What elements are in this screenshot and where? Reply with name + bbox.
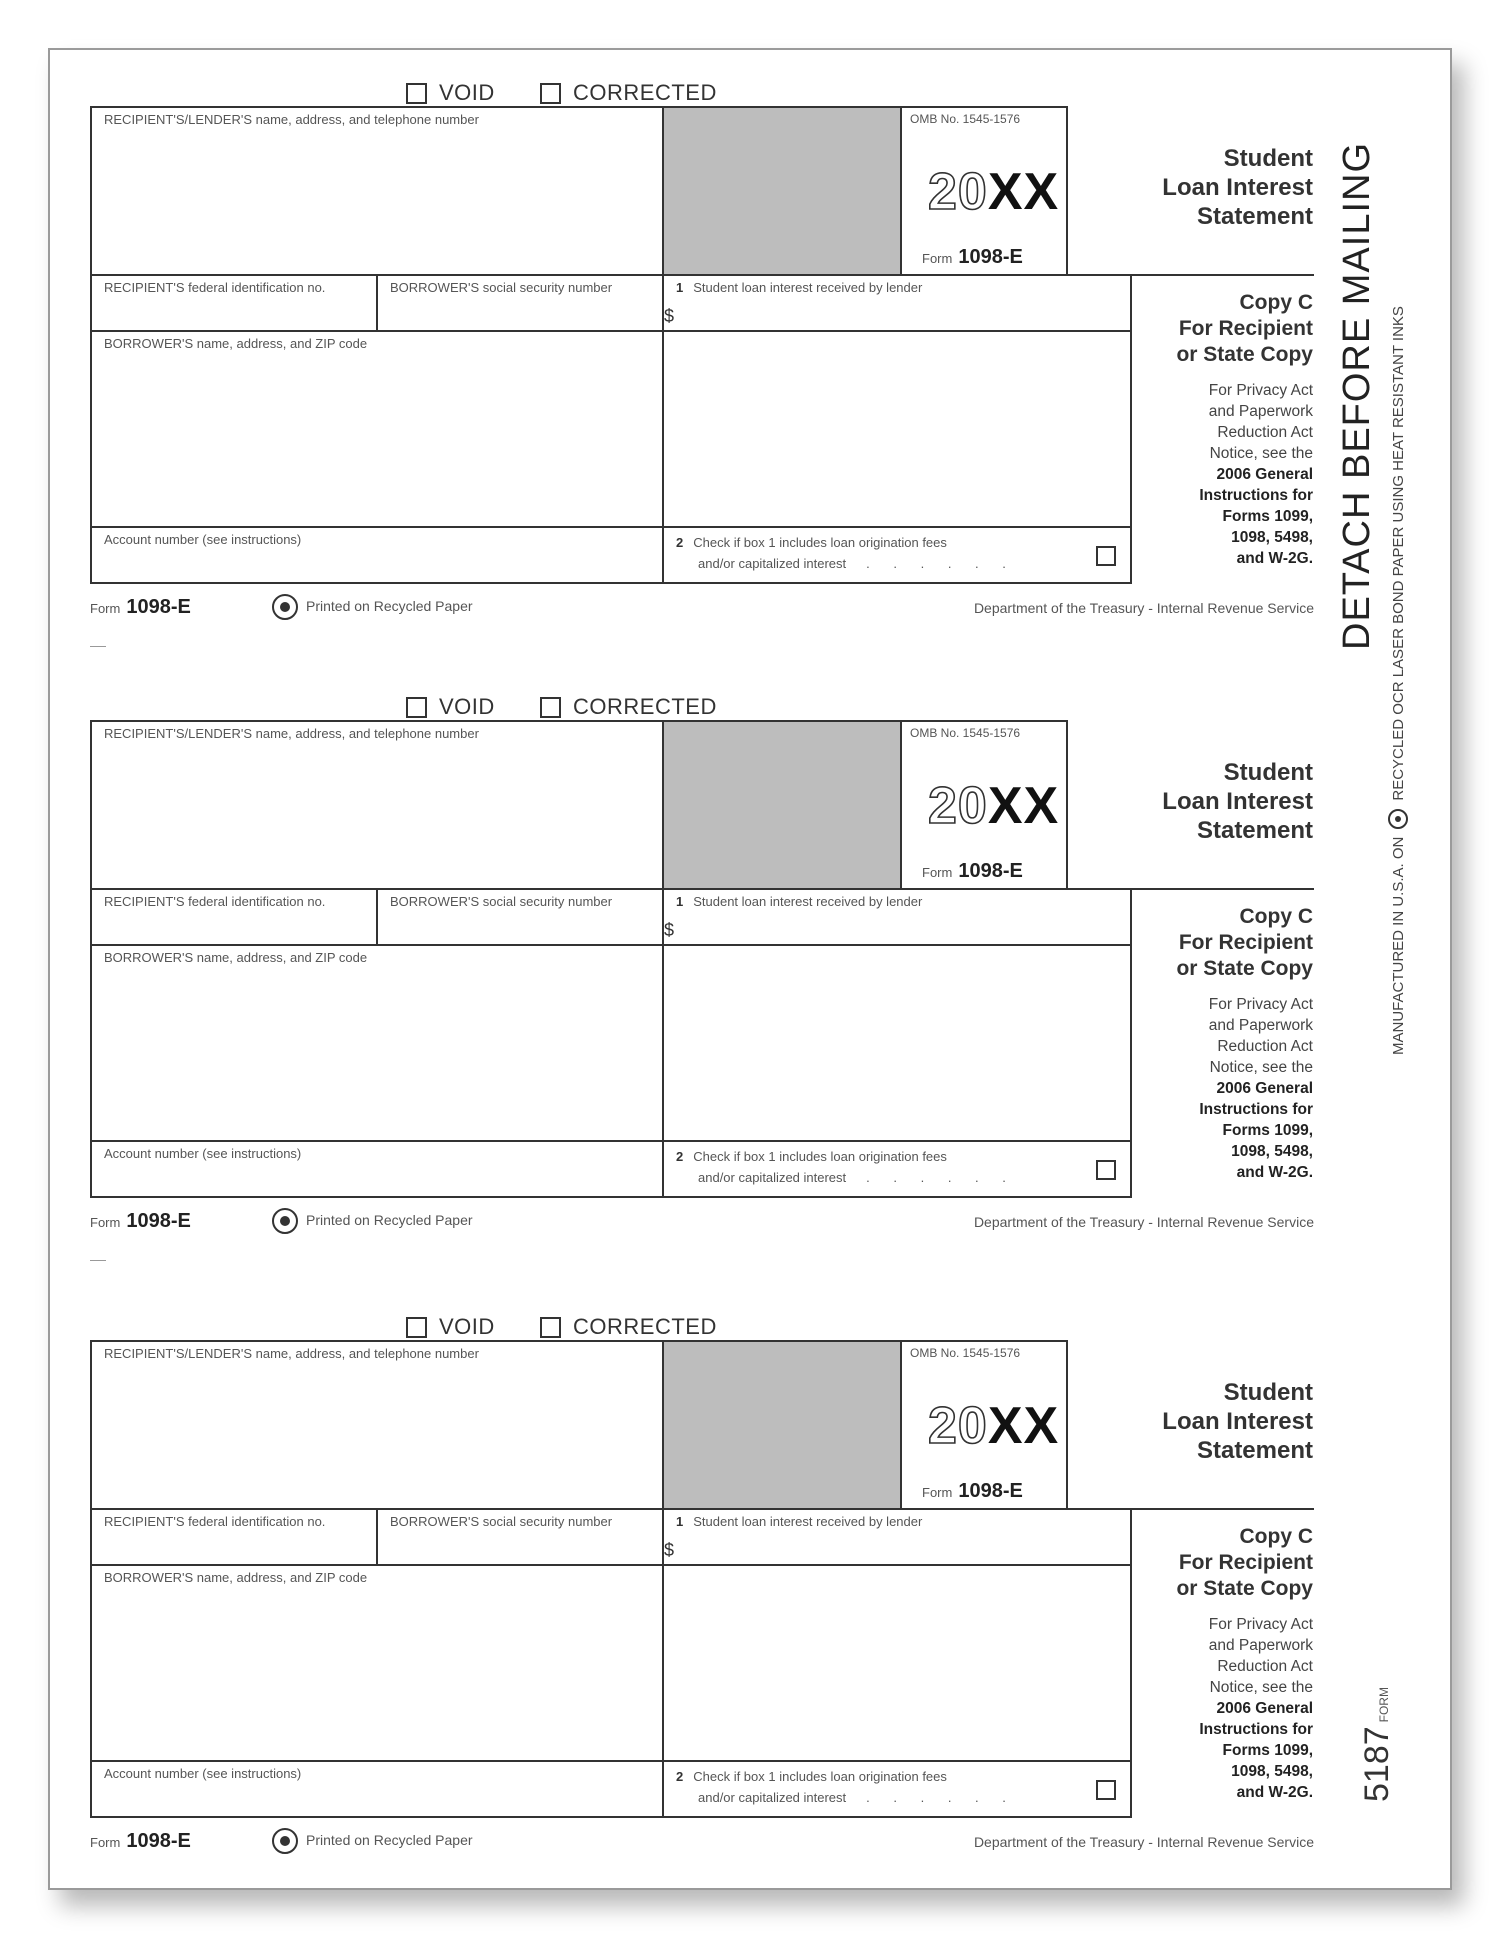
copy-sub-2: or State Copy (1176, 957, 1313, 980)
recipient-fed-id-label: RECIPIENT'S federal identification no. (104, 1514, 326, 1529)
form-word: Form (922, 251, 953, 266)
form-number: 1098-E (958, 246, 1023, 268)
recycle-icon (272, 594, 298, 620)
privacy-line-4: Notice, see the (1209, 1059, 1313, 1076)
copy-sub-1: For Recipient (1178, 1551, 1313, 1574)
form-id-label (922, 246, 1023, 269)
box1-interest-field[interactable] (662, 1508, 1132, 1566)
copy-label (1176, 904, 1313, 982)
title-line-3: Statement (1196, 817, 1313, 844)
privacy-line-4: Notice, see the (1209, 1679, 1313, 1696)
void-checkbox-box[interactable] (406, 697, 427, 718)
privacy-line-1: For Privacy Act (1208, 1616, 1313, 1633)
borrower-ssn-label: BORROWER'S social security number (390, 280, 613, 295)
omb-year-box (900, 106, 1068, 276)
box2-caption (676, 1146, 1016, 1188)
privacy-line-8: 1098, 5498, (1231, 529, 1313, 546)
year-outline: 20 (928, 163, 988, 221)
blank-field (662, 1564, 1132, 1762)
privacy-line-9: and W-2G. (1236, 1784, 1313, 1801)
title-divider (1066, 888, 1314, 890)
recycle-icon (272, 1208, 298, 1234)
void-checkbox[interactable] (406, 1312, 495, 1342)
recipient-fed-id-label: RECIPIENT'S federal identification no. (104, 894, 326, 909)
privacy-line-3: Reduction Act (1217, 1038, 1313, 1055)
box1-caption (676, 1514, 922, 1529)
box2-line1: Check if box 1 includes loan origination fees (693, 535, 947, 550)
account-number-field[interactable] (90, 526, 664, 584)
corrected-checkbox[interactable] (540, 1312, 717, 1342)
recipient-lender-label: RECIPIENT'S/LENDER'S name, address, and telephone number (104, 112, 479, 127)
privacy-line-2: and Paperwork (1208, 1637, 1313, 1654)
privacy-line-5: 2006 General (1216, 1700, 1313, 1717)
borrower-name-field[interactable] (90, 330, 664, 528)
void-checkbox-box[interactable] (406, 83, 427, 104)
corrected-checkbox[interactable] (540, 692, 717, 722)
form-copy-3 (50, 1284, 1450, 1884)
copy-sub-1: For Recipient (1178, 317, 1313, 340)
box1-interest-field[interactable] (662, 888, 1132, 946)
privacy-line-8: 1098, 5498, (1231, 1763, 1313, 1780)
box2-caption (676, 1766, 1016, 1808)
privacy-line-6: Instructions for (1199, 487, 1313, 504)
borrower-name-field[interactable] (90, 1564, 664, 1762)
box2-checkbox-field (662, 1140, 1132, 1198)
title-line-3: Statement (1196, 203, 1313, 230)
form-number: 1098-E (958, 1480, 1023, 1502)
borrower-name-field[interactable] (90, 944, 664, 1142)
form-copy-1 (50, 50, 1450, 650)
recipient-lender-field[interactable] (90, 1340, 664, 1510)
account-number-label: Account number (see instructions) (104, 1766, 302, 1781)
footer-form-label (90, 1830, 191, 1853)
footer-form-word: Form (90, 1215, 121, 1230)
footer-form-number: 1098-E (126, 1830, 191, 1852)
shaded-area (662, 1340, 902, 1510)
account-number-label: Account number (see instructions) (104, 1146, 302, 1161)
box2-dots: . . . . . . (866, 1790, 1016, 1805)
borrower-name-label: BORROWER'S name, address, and ZIP code (104, 1570, 368, 1585)
corrected-label: CORRECTED (573, 1314, 717, 1339)
box2-caption (676, 532, 1016, 574)
privacy-line-9: and W-2G. (1236, 550, 1313, 567)
year-bold: XX (987, 1397, 1060, 1455)
privacy-notice (1199, 994, 1313, 1183)
omb-year-box (900, 1340, 1068, 1510)
copy-label (1176, 1524, 1313, 1602)
privacy-line-3: Reduction Act (1217, 424, 1313, 441)
borrower-ssn-field[interactable] (376, 274, 664, 332)
form-footer (90, 1828, 1314, 1858)
title-line-3: Statement (1196, 1437, 1313, 1464)
title-line-2: Loan Interest (1162, 1408, 1313, 1435)
recycle-icon (272, 1828, 298, 1854)
perforation-mark (90, 1260, 106, 1261)
privacy-line-5: 2006 General (1216, 1080, 1313, 1097)
form-footer (90, 1208, 1314, 1238)
recipient-fed-id-field[interactable] (90, 888, 378, 946)
box1-label: Student loan interest received by lender (693, 1514, 923, 1529)
perforation-mark (90, 646, 106, 647)
box2-dots: . . . . . . (866, 556, 1016, 571)
void-label: VOID (439, 694, 495, 719)
recycled-paper-note: RECYCLED OCR LASER BOND PAPER USING HEAT RESISTANT INKS (1389, 306, 1407, 801)
recipient-lender-field[interactable] (90, 106, 664, 276)
dollar-sign: $ (664, 306, 675, 326)
box2-line2: and/or capitalized interest (698, 1170, 847, 1185)
blank-field (662, 944, 1132, 1142)
statement-title (1162, 144, 1313, 231)
form-word: Form (922, 1485, 953, 1500)
privacy-notice (1199, 380, 1313, 569)
box2-checkbox-field (662, 526, 1132, 584)
copy-c: Copy C (1239, 291, 1313, 314)
box1-label: Student loan interest received by lender (693, 280, 923, 295)
year-outline: 20 (928, 1397, 988, 1455)
box1-number: 1 (676, 1514, 684, 1529)
box2-checkbox-field (662, 1760, 1132, 1818)
box2-checkbox[interactable] (1096, 1780, 1116, 1800)
box2-checkbox[interactable] (1096, 1160, 1116, 1180)
box2-dots: . . . . . . (866, 1170, 1016, 1185)
corrected-checkbox-box[interactable] (540, 83, 561, 104)
form-copy-2 (50, 664, 1450, 1264)
void-checkbox[interactable] (406, 78, 495, 108)
statement-title (1162, 758, 1313, 845)
title-line-2: Loan Interest (1162, 788, 1313, 815)
title-line-2: Loan Interest (1162, 174, 1313, 201)
privacy-line-2: and Paperwork (1208, 1017, 1313, 1034)
title-line-1: Student (1223, 145, 1313, 172)
box2-checkbox[interactable] (1096, 546, 1116, 566)
title-line-1: Student (1223, 759, 1313, 786)
box1-caption (676, 894, 922, 909)
corrected-label: CORRECTED (573, 694, 717, 719)
box2-line1: Check if box 1 includes loan origination fees (693, 1769, 947, 1784)
recipient-lender-label: RECIPIENT'S/LENDER'S name, address, and telephone number (104, 1346, 479, 1361)
box2-number: 2 (676, 1149, 684, 1164)
box1-number: 1 (676, 894, 684, 909)
footer-form-word: Form (90, 1835, 121, 1850)
footer-form-word: Form (90, 601, 121, 616)
dollar-sign: $ (664, 920, 675, 940)
copy-label (1176, 290, 1313, 368)
borrower-name-label: BORROWER'S name, address, and ZIP code (104, 950, 368, 965)
box1-number: 1 (676, 280, 684, 295)
box2-line1: Check if box 1 includes loan origination fees (693, 1149, 947, 1164)
form-footer (90, 594, 1314, 624)
void-checkbox-box[interactable] (406, 1317, 427, 1338)
dollar-sign: $ (664, 1540, 675, 1560)
footer-form-number: 1098-E (126, 596, 191, 618)
privacy-line-3: Reduction Act (1217, 1658, 1313, 1675)
recipient-fed-id-field[interactable] (90, 274, 378, 332)
copy-sub-1: For Recipient (1178, 931, 1313, 954)
corrected-label: CORRECTED (573, 80, 717, 105)
detach-before-mailing: DETACH BEFORE MAILING (1336, 141, 1378, 650)
privacy-line-7: Forms 1099, (1222, 1742, 1313, 1759)
copy-c: Copy C (1239, 1525, 1313, 1548)
title-line-1: Student (1223, 1379, 1313, 1406)
box2-number: 2 (676, 535, 684, 550)
privacy-line-8: 1098, 5498, (1231, 1143, 1313, 1160)
footer-form-number: 1098-E (126, 1210, 191, 1232)
privacy-line-7: Forms 1099, (1222, 1122, 1313, 1139)
omb-number: OMB No. 1545-1576 (910, 1346, 1021, 1360)
title-divider (1066, 274, 1314, 276)
corrected-checkbox-box[interactable] (540, 1317, 561, 1338)
omb-number: OMB No. 1545-1576 (910, 726, 1021, 740)
copy-c: Copy C (1239, 905, 1313, 928)
recipient-lender-label: RECIPIENT'S/LENDER'S name, address, and telephone number (104, 726, 479, 741)
shaded-area (662, 106, 902, 276)
copy-sub-2: or State Copy (1176, 1577, 1313, 1600)
printer-form-word: FORM (1377, 1687, 1391, 1723)
privacy-notice (1199, 1614, 1313, 1803)
privacy-line-1: For Privacy Act (1208, 996, 1313, 1013)
form-year (928, 164, 1059, 220)
shaded-area (662, 720, 902, 890)
privacy-line-1: For Privacy Act (1208, 382, 1313, 399)
void-label: VOID (439, 1314, 495, 1339)
year-outline: 20 (928, 777, 988, 835)
box1-label: Student loan interest received by lender (693, 894, 923, 909)
form-year (928, 1398, 1059, 1454)
recipient-lender-field[interactable] (90, 720, 664, 890)
footer-form-label (90, 1210, 191, 1233)
privacy-line-9: and W-2G. (1236, 1164, 1313, 1181)
form-number: 1098-E (958, 860, 1023, 882)
box1-caption (676, 280, 922, 295)
form-word: Form (922, 865, 953, 880)
corrected-checkbox-box[interactable] (540, 697, 561, 718)
privacy-line-5: 2006 General (1216, 466, 1313, 483)
recipient-fed-id-field[interactable] (90, 1508, 378, 1566)
omb-number: OMB No. 1545-1576 (910, 112, 1021, 126)
omb-year-box (900, 720, 1068, 890)
borrower-name-label: BORROWER'S name, address, and ZIP code (104, 336, 368, 351)
department-label: Department of the Treasury - Internal Revenue Service (973, 600, 1314, 616)
borrower-ssn-field[interactable] (376, 888, 664, 946)
form-year (928, 778, 1059, 834)
manufactured-label: MANUFACTURED IN U.S.A. ON (1389, 836, 1407, 1055)
year-bold: XX (987, 777, 1060, 835)
title-divider (1066, 1508, 1314, 1510)
box2-line2: and/or capitalized interest (698, 556, 847, 571)
borrower-ssn-field[interactable] (376, 1508, 664, 1566)
account-number-field[interactable] (90, 1760, 664, 1818)
box1-interest-field[interactable] (662, 274, 1132, 332)
form-id-label (922, 1480, 1023, 1503)
form-sheet (48, 48, 1452, 1890)
privacy-line-7: Forms 1099, (1222, 508, 1313, 525)
privacy-line-2: and Paperwork (1208, 403, 1313, 420)
void-label: VOID (439, 80, 495, 105)
box2-number: 2 (676, 1769, 684, 1784)
account-number-field[interactable] (90, 1140, 664, 1198)
manufacturer-note (1388, 306, 1408, 1055)
account-number-label: Account number (see instructions) (104, 532, 302, 547)
recycled-paper-label: Printed on Recycled Paper (306, 1832, 473, 1848)
recycled-paper-label: Printed on Recycled Paper (306, 598, 473, 614)
year-bold: XX (987, 163, 1060, 221)
copy-sub-2: or State Copy (1176, 343, 1313, 366)
blank-field (662, 330, 1132, 528)
department-label: Department of the Treasury - Internal Revenue Service (973, 1834, 1314, 1850)
recycled-paper-label: Printed on Recycled Paper (306, 1212, 473, 1228)
recycle-icon (1388, 809, 1408, 829)
box2-line2: and/or capitalized interest (698, 1790, 847, 1805)
privacy-line-4: Notice, see the (1209, 445, 1313, 462)
statement-title (1162, 1378, 1313, 1465)
printer-form-number (1358, 1687, 1397, 1802)
printer-form-num: 5187 (1358, 1726, 1396, 1802)
borrower-ssn-label: BORROWER'S social security number (390, 1514, 613, 1529)
department-label: Department of the Treasury - Internal Revenue Service (973, 1214, 1314, 1230)
void-checkbox[interactable] (406, 692, 495, 722)
recipient-fed-id-label: RECIPIENT'S federal identification no. (104, 280, 326, 295)
privacy-line-6: Instructions for (1199, 1721, 1313, 1738)
footer-form-label (90, 596, 191, 619)
form-id-label (922, 860, 1023, 883)
borrower-ssn-label: BORROWER'S social security number (390, 894, 613, 909)
corrected-checkbox[interactable] (540, 78, 717, 108)
privacy-line-6: Instructions for (1199, 1101, 1313, 1118)
